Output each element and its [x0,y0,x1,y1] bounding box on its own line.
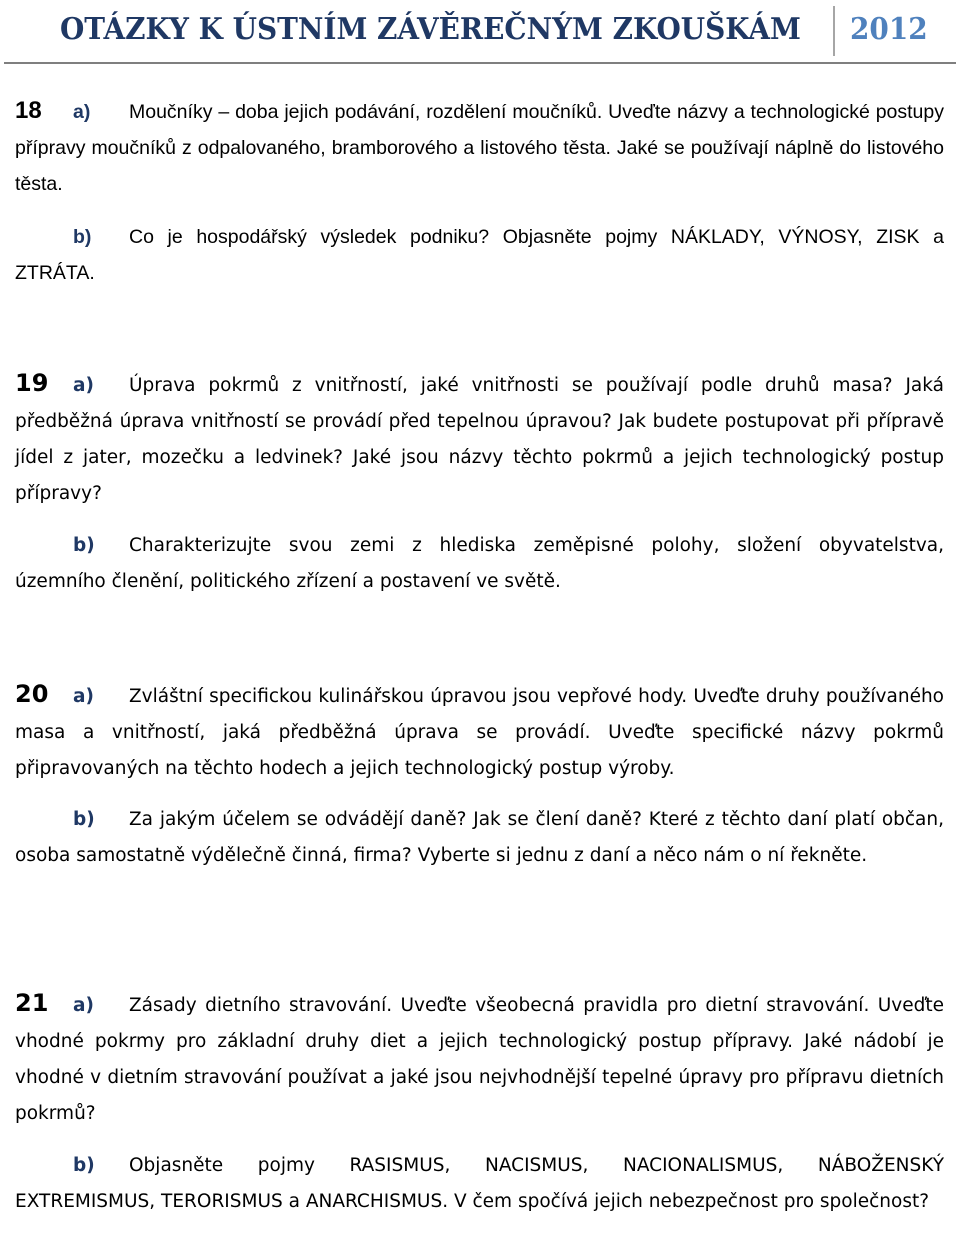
question-text: Zásady dietního stravování. Uveďte všeobecná pravidla pro dietní stravování. Uveďte vhodné pokrmy pro základní druhy diet a jejich technologický postup přípravy. Jaké nádobí je vhodné v dietním stravování používat a jaké jsou nejvhodnější tepelné úpravy pro přípravu dietních pokrmů? [15,995,944,1124]
question-20-a [15,676,944,787]
part-label: b) [73,535,95,556]
part-label: b) [73,226,92,248]
header-separator [833,6,835,56]
question-text: Zvláštní specifickou kulinářskou úpravou jsou vepřové hody. Uveďte druhy používaného masa a vnitřností, jaká předběžná úprava se provádí. Uveďte specifické názvy pokrmů připravovaných na těchto hodech a jejich technologický postup výroby. [15,686,944,779]
question-text: Objasněte pojmy RASISMUS, NACISMUS, NACIONALISMUS, NÁBOŽENSKÝ EXTREMISMUS, TERORISMUS a ANARCHISMUS. V čem spočívá jejich nebezpečnost pro společnost? [15,1155,944,1212]
page-header [0,0,960,62]
question-19-b [15,528,944,600]
question-text: Co je hospodářský výsledek podniku? Objasněte pojmy NÁKLADY, VÝNOSY, ZISK a ZTRÁTA. [15,226,944,284]
part-label: a) [73,101,91,123]
question-number: 19 [15,369,49,397]
question-18-b [15,219,944,291]
question-text: Moučníky – doba jejich podávání, rozdělení moučníků. Uveďte názvy a technologické postupy přípravy moučníků z odpalovaného, bramborového a listového těsta. Jaké se používají náplně do listového těsta. [15,101,944,195]
part-label: a) [73,995,94,1016]
question-text: Charakterizujte svou zemi z hlediska zeměpisné polohy, složení obyvatelstva, územního členění, politického zřízení a postavení ve světě. [15,535,944,592]
question-21-b [15,1148,944,1220]
question-text: Úprava pokrmů z vnitřností, jaké vnitřnosti se používají podle druhů masa? Jaká předběžná úprava vnitřností se provádí před tepelnou úpravou? Jak budete postupovat při přípravě jídel z jater, mozečku a ledvinek? Jaké jsou názvy těchto pokrmů a jejich technologický postup přípravy? [15,375,944,504]
part-label: a) [73,375,94,396]
part-label: b) [73,809,95,830]
question-19-a [15,365,944,512]
header-rule [4,62,956,64]
part-label: a) [73,686,94,707]
question-number: 20 [15,680,49,708]
question-20-b [15,802,944,874]
question-text: Za jakým účelem se odvádějí daně? Jak se člení daně? Které z těchto daní platí občan, osoba samostatně výdělečně činná, firma? Vyberte si jednu z daní a něco nám o ní řekněte. [15,809,944,866]
part-label: b) [73,1155,95,1176]
header-year: 2012 [850,12,928,47]
question-number: 21 [15,989,49,1017]
header-title: OTÁZKY K ÚSTNÍM ZÁVĚREČNÝM ZKOUŠKÁM [60,12,801,47]
question-number: 18 [15,97,42,124]
question-18-a [15,93,944,202]
question-21-a [15,985,944,1132]
